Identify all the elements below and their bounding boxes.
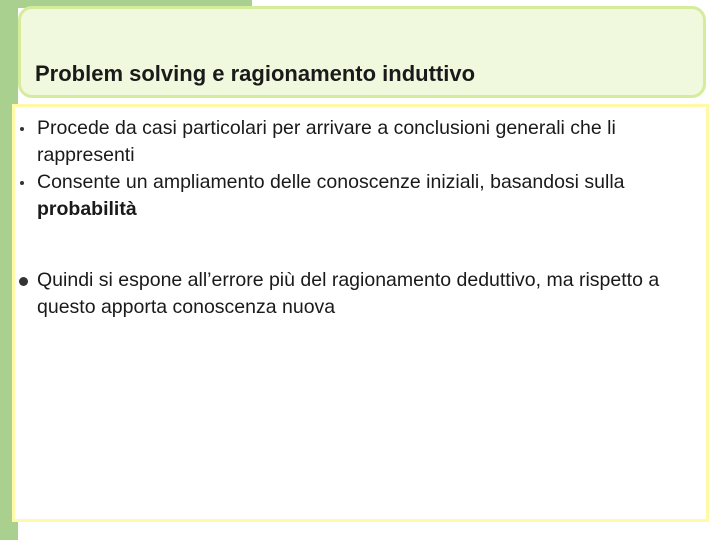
bullet-dot-icon — [20, 127, 24, 131]
bullet-dot-icon — [19, 277, 28, 286]
bullet-dot-icon — [20, 181, 24, 185]
bullet-text: Consente un ampliamento delle conoscenze iniziali, basandosi sulla — [37, 171, 625, 193]
bullet-text: Quindi si espone all’errore più del ragionamento deduttivo, ma rispetto a questo apporta conoscenza nuova — [37, 269, 660, 318]
bullet-item-knowledge-expansion — [37, 169, 707, 223]
bullet-bold-term: probabilità — [37, 198, 137, 220]
slide-title: Problem solving e ragionamento induttivo — [35, 61, 476, 86]
title-panel — [18, 6, 706, 98]
content-panel — [12, 104, 709, 522]
bullet-item-inductive-process — [37, 115, 707, 169]
bullet-item-error-exposure — [37, 267, 707, 321]
bullet-text: Procede da casi particolari per arrivare a conclusioni generali che li rappresenti — [37, 117, 616, 166]
